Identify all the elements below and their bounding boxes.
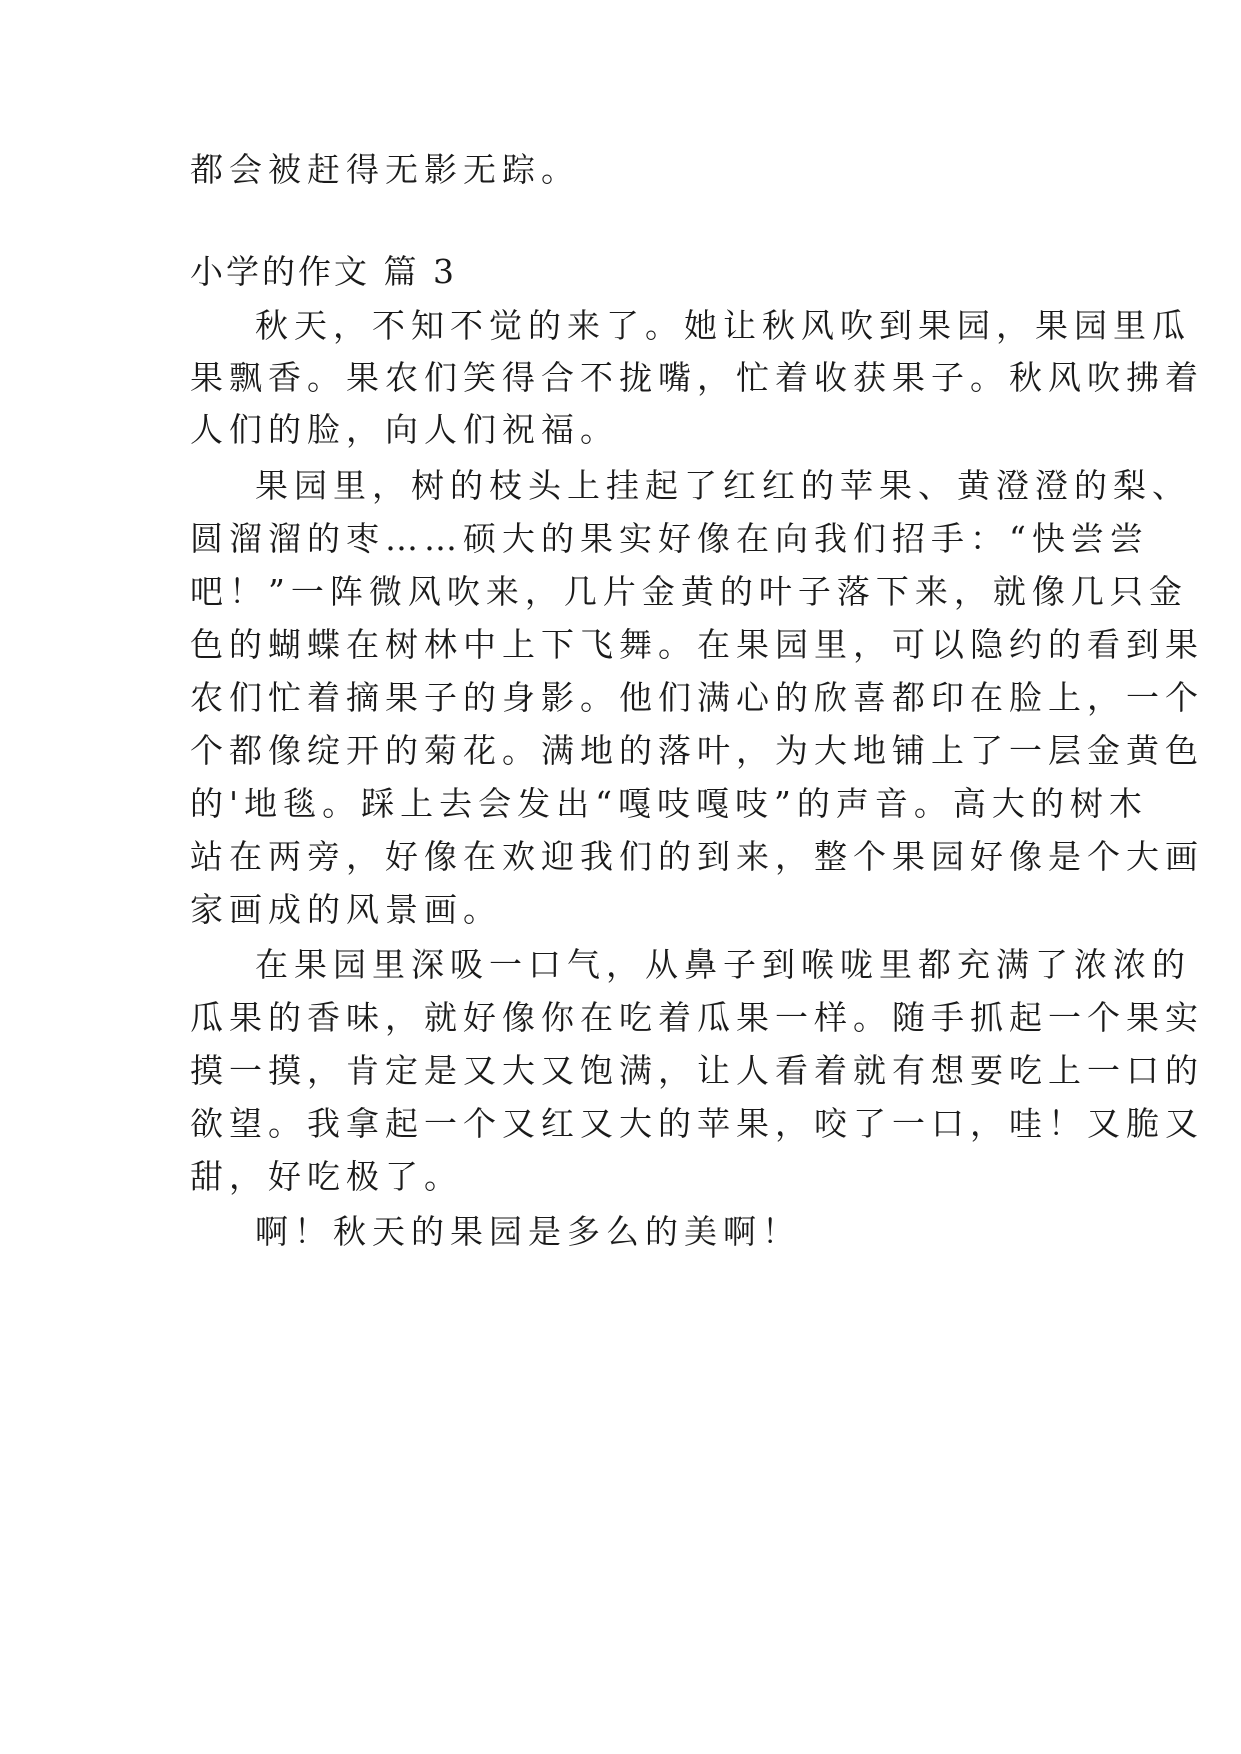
paragraph-1-line-1: 秋天，不知不觉的来了。她让秋风吹到果园，果园里瓜 <box>255 306 1191 345</box>
paragraph-2-line-3: 吧！”一阵微风吹来，几片金黄的叶子落下来，就像几只金 <box>190 572 1188 611</box>
paragraph-3-line-1: 在果园里深吸一口气，从鼻子到喉咙里都充满了浓浓的 <box>255 945 1191 984</box>
paragraph-2-line-1: 果园里，树的枝头上挂起了红红的苹果、黄澄澄的梨、 <box>255 466 1191 505</box>
paragraph-1-line-3: 人们的脸，向人们祝福。 <box>190 410 619 449</box>
paragraph-2-line-9: 家画成的风景画。 <box>190 890 502 929</box>
paragraph-2-line-5: 农们忙着摘果子的身影。他们满心的欣喜都印在脸上，一个 <box>190 678 1204 717</box>
paragraph-3-line-3: 摸一摸，肯定是又大又饱满，让人看着就有想要吃上一口的 <box>190 1051 1204 1090</box>
paragraph-2-line-6: 个都像绽开的菊花。满地的落叶，为大地铺上了一层金黄色 <box>190 731 1204 770</box>
paragraph-2-line-7: 的'地毯。踩上去会发出“嘎吱嘎吱”的声音。高大的树木 <box>190 784 1148 823</box>
paragraph-4-line-1: 啊！秋天的果园是多么的美啊！ <box>255 1212 801 1251</box>
paragraph-2-line-4: 色的蝴蝶在树林中上下飞舞。在果园里，可以隐约的看到果 <box>190 625 1204 664</box>
paragraph-3-line-5: 甜，好吃极了。 <box>190 1157 463 1196</box>
paragraph-1-line-2: 果飘香。果农们笑得合不拢嘴，忙着收获果子。秋风吹拂着 <box>190 358 1204 397</box>
section-title: 小学的作文 篇 3 <box>190 252 457 291</box>
paragraph-2-line-8: 站在两旁，好像在欢迎我们的到来，整个果园好像是个大画 <box>190 837 1204 876</box>
paragraph-3-line-4: 欲望。我拿起一个又红又大的苹果，咬了一口，哇！又脆又 <box>190 1104 1204 1143</box>
previous-section-tail: 都会被赶得无影无踪。 <box>190 150 580 189</box>
paragraph-3-line-2: 瓜果的香味，就好像你在吃着瓜果一样。随手抓起一个果实 <box>190 998 1204 1037</box>
paragraph-2-line-2: 圆溜溜的枣……硕大的果实好像在向我们招手：“快尝尝 <box>190 519 1149 558</box>
